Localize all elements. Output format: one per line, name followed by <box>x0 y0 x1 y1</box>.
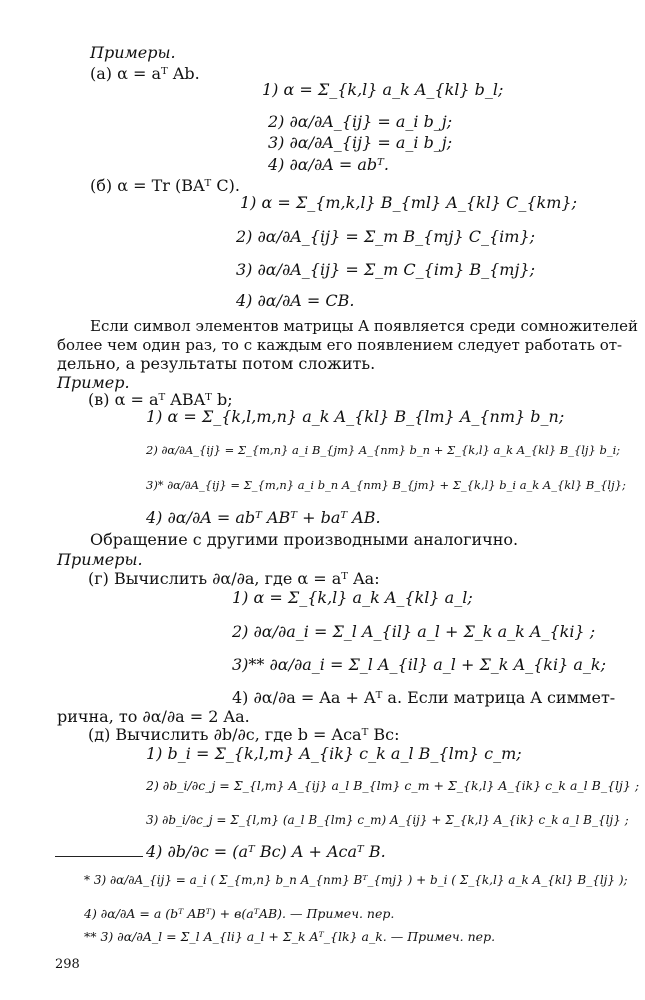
formula-line: 3) ∂b_i/∂c_j = Σ_{l,m} (a_l B_{lm} c_m) A_{ij} + Σ_{k,l} A_{ik} c_k a_l B_{lj} ; <box>146 813 629 827</box>
formula-line: 1) α = Σ_{m,k,l} B_{ml} A_{kl} C_{km}; <box>240 193 577 212</box>
formula-line: 2) ∂α/∂a_i = Σ_l A_{il} a_l + Σ_k a_k A_{ki} ; <box>232 622 596 641</box>
paragraph-line: Обращение с другими производными аналогично. <box>90 530 519 549</box>
formula-line: 1) α = Σ_{k,l} a_k A_{kl} b_l; <box>262 80 504 99</box>
paragraph-line: более чем один раз, то с каждым его появлением следует работать от- <box>57 336 623 354</box>
formula-line: 4) ∂α/∂A = CB. <box>236 291 355 310</box>
formula-line: 1) b_i = Σ_{k,l,m} A_{ik} c_k a_l B_{lm} c_m; <box>146 744 522 763</box>
formula-line: 3)* ∂α/∂A_{ij} = Σ_{m,n} a_i b_n A_{nm} B_{jm} + Σ_{k,l} b_i a_k A_{kl} B_{lj}; <box>146 478 626 492</box>
formula-line: 2) ∂α/∂A_{ij} = Σ_m B_{mj} C_{im}; <box>236 227 536 246</box>
footnote-divider <box>55 856 143 857</box>
paragraph-line: дельно, а результаты потом сложить. <box>57 354 376 373</box>
formula-line: 4) ∂b/∂c = (aᵀ Bc) A + Acaᵀ B. <box>146 842 386 861</box>
formula-line: 2) ∂α/∂A_{ij} = Σ_{m,n} a_i B_{jm} A_{nm} b_n + Σ_{k,l} a_k A_{kl} B_{lj} b_i; <box>146 443 621 457</box>
paragraph-line: Если символ элементов матрицы A появляется среди сомножителей <box>90 317 638 335</box>
formula-line: 3) ∂α/∂A_{ij} = Σ_m C_{im} B_{mj}; <box>236 260 536 279</box>
example-a-heading: (а) α = aᵀ Ab. <box>90 64 200 83</box>
formula-line: 1) α = Σ_{k,l} a_k A_{kl} a_l; <box>232 588 473 607</box>
example-b-heading: (б) α = Tr (BAᵀ C). <box>90 176 240 195</box>
formula-line: 3) ∂α/∂A_{ij} = a_i b_j; <box>268 133 453 152</box>
formula-line: 2) ∂α/∂A_{ij} = a_i b_j; <box>268 112 453 131</box>
formula-line: 4) ∂α/∂A = abᵀ. <box>268 155 389 174</box>
paragraph-line: рична, то ∂α/∂a = 2 Aa. <box>57 707 250 726</box>
example-c-heading: (в) α = aᵀ ABAᵀ b; <box>88 390 233 409</box>
examples-heading: Примеры. <box>57 550 143 569</box>
examples-heading: Примеры. <box>90 43 176 62</box>
example-d-heading: (г) Вычислить ∂α/∂a, где α = aᵀ Aa: <box>88 569 380 588</box>
footnote-line: ** 3) ∂α/∂A_l = Σ_l A_{li} a_l + Σ_k Aᵀ_{lk} a_k. — Примеч. пер. <box>84 929 496 944</box>
footnote-line: 4) ∂α/∂A = a (bᵀ ABᵀ) + в(aᵀAB). — Примеч. пер. <box>84 906 395 921</box>
formula-line: 3)** ∂α/∂a_i = Σ_l A_{il} a_l + Σ_k A_{ki} a_k; <box>232 655 606 674</box>
example-e-heading: (д) Вычислить ∂b/∂c, где b = Acaᵀ Bc: <box>88 725 400 744</box>
formula-line: 4) ∂α/∂A = abᵀ ABᵀ + baᵀ AB. <box>146 508 381 527</box>
footnote-line: * 3) ∂α/∂A_{ij} = a_i ( Σ_{m,n} b_n A_{nm} Bᵀ_{mj} ) + b_i ( Σ_{k,l} a_k A_{kl} B_{lj} ); <box>84 873 628 887</box>
formula-line: 1) α = Σ_{k,l,m,n} a_k A_{kl} B_{lm} A_{nm} b_n; <box>146 407 565 426</box>
example-heading: Пример. <box>57 373 130 392</box>
formula-line: 2) ∂b_i/∂c_j = Σ_{l,m} A_{ij} a_l B_{lm} c_m + Σ_{k,l} A_{ik} c_k a_l B_{lj} ; <box>146 778 640 793</box>
page-number: 298 <box>55 957 80 972</box>
paragraph-line: 4) ∂α/∂a = Aa + Aᵀ a. Если матрица A симмет- <box>232 688 616 707</box>
